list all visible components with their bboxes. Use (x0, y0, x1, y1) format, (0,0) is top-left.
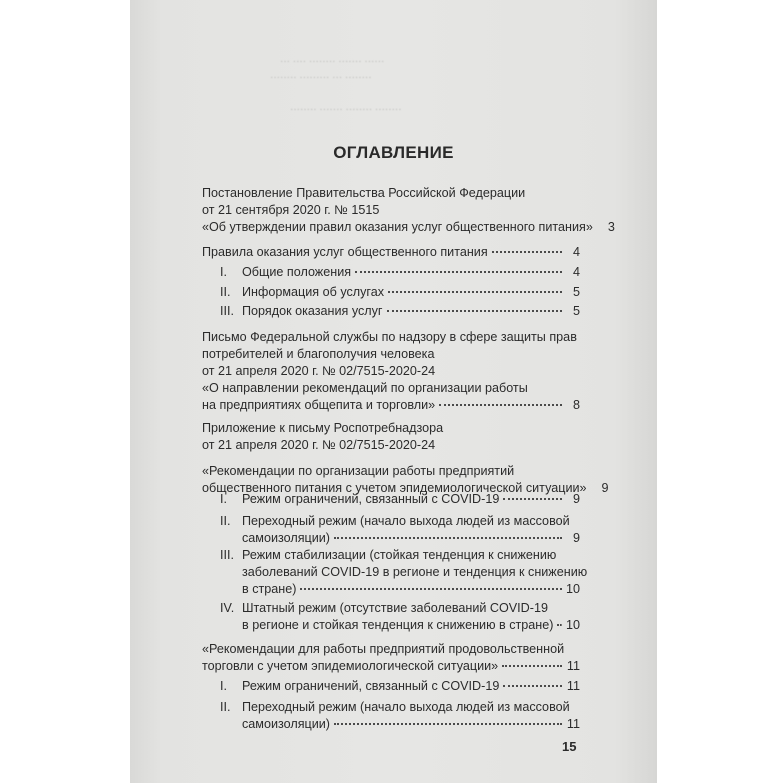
entry-line: Общие положения (242, 265, 352, 279)
entry-line: потребителей и благополучия человека (202, 347, 435, 361)
page-ref: 3 (607, 220, 615, 234)
entry-line: Режим ограничений, связанный с COVID-19 (242, 679, 500, 693)
leader-dots (502, 665, 562, 667)
entry-line: общественного питания с учетом эпидемиологической ситуации» (202, 481, 587, 495)
toc-entry[interactable] (220, 491, 580, 508)
toc-entry[interactable] (220, 699, 580, 733)
bleed-through-text: ········ ········· ··· ········ (270, 72, 372, 83)
entry-line: в регионе и стойкая тенденция к снижению в стране) (242, 618, 554, 632)
entry-line: от 21 сентября 2020 г. № 1515 (202, 203, 380, 217)
page-ref: 5 (572, 304, 580, 318)
entry-line: от 21 апреля 2020 г. № 02/7515-2020-24 (202, 364, 436, 378)
leader-dots (387, 310, 562, 312)
page-ref: 10 (565, 618, 580, 632)
page-ref: 5 (572, 285, 580, 299)
leader-dots (388, 291, 562, 293)
entry-line: самоизоляции) (242, 531, 331, 545)
page-ref: 4 (572, 245, 580, 259)
leader-dots (334, 537, 562, 539)
page-ref: 11 (566, 717, 580, 731)
section-number: II. (220, 514, 231, 528)
entry-line: Правила оказания услуг общественного питания (202, 245, 488, 259)
entry-line: самоизоляции) (242, 717, 331, 731)
toc-entry[interactable] (220, 303, 580, 320)
entry-line: Переходный режим (начало выхода людей из массовой (242, 514, 570, 528)
entry-line: заболеваний COVID-19 в регионе и тенденция к снижению (242, 565, 588, 579)
toc-entry[interactable] (202, 329, 580, 414)
section-number: III. (220, 548, 234, 562)
entry-line: Порядок оказания услуг (242, 304, 383, 318)
leader-dots (300, 588, 562, 590)
entry-line: в стране) (242, 582, 297, 596)
section-number: II. (220, 285, 231, 299)
entry-line: Режим стабилизации (стойкая тенденция к снижению (242, 548, 557, 562)
toc-title: ОГЛАВЛЕНИЕ (333, 143, 454, 162)
entry-line: «О направлении рекомендаций по организации работы (202, 381, 528, 395)
toc-entry[interactable] (220, 264, 580, 281)
section-number: IV. (220, 601, 235, 615)
entry-line: торговли с учетом эпидемиологической ситуации» (202, 659, 499, 673)
toc-entry[interactable] (220, 678, 580, 695)
leader-dots (503, 498, 562, 500)
entry-line: «Рекомендации по организации работы предприятий (202, 464, 515, 478)
entry-line: Штатный режим (отсутствие заболеваний COVID-19 (242, 601, 548, 615)
toc-entry[interactable] (202, 185, 615, 236)
toc-entry[interactable] (202, 244, 580, 261)
leader-dots (439, 404, 562, 406)
section-number: I. (220, 265, 227, 279)
leader-dots (355, 271, 562, 273)
toc-entry[interactable] (202, 641, 580, 675)
bleed-through-text: ········ ······· ········ ········ (290, 104, 402, 115)
page-ref: 9 (572, 531, 580, 545)
page-ref: 11 (566, 679, 580, 693)
book-page (130, 0, 657, 783)
page-ref: 10 (565, 582, 580, 596)
toc-entry[interactable] (220, 547, 588, 598)
entry-line: Постановление Правительства Российской Федерации (202, 186, 526, 200)
page-number: 15 (562, 739, 577, 754)
entry-line: от 21 апреля 2020 г. № 02/7515-2020-24 (202, 438, 436, 452)
page-ref: 4 (572, 265, 580, 279)
entry-line: Информация об услугах (242, 285, 385, 299)
entry-line: «Рекомендации для работы предприятий продовольственной (202, 642, 565, 656)
section-number: I. (220, 679, 227, 693)
leader-dots (334, 723, 562, 725)
page-ref: 9 (572, 492, 580, 506)
bleed-through-text: ··· ···· ········ ······· ······ (280, 56, 385, 67)
toc-entry[interactable] (220, 513, 580, 547)
page-ref: 9 (601, 481, 609, 495)
entry-line: Письмо Федеральной службы по надзору в сфере защиты прав (202, 330, 577, 344)
leader-dots (557, 624, 562, 626)
leader-dots (503, 685, 562, 687)
toc-entry[interactable] (202, 420, 580, 454)
entry-line: на предприятиях общепита и торговли» (202, 398, 436, 412)
entry-line: Приложение к письму Роспотребнадзора (202, 421, 444, 435)
leader-dots (492, 251, 562, 253)
entry-line: Переходный режим (начало выхода людей из массовой (242, 700, 570, 714)
section-number: II. (220, 700, 231, 714)
toc-entry[interactable] (220, 600, 580, 634)
entry-line: «Об утверждении правил оказания услуг общественного питания» (202, 220, 593, 234)
page-ref: 11 (566, 659, 580, 673)
toc-entry[interactable] (220, 284, 580, 301)
page-ref: 8 (572, 398, 580, 412)
entry-line: Режим ограничений, связанный с COVID-19 (242, 492, 500, 506)
section-number: I. (220, 492, 227, 506)
section-number: III. (220, 304, 234, 318)
